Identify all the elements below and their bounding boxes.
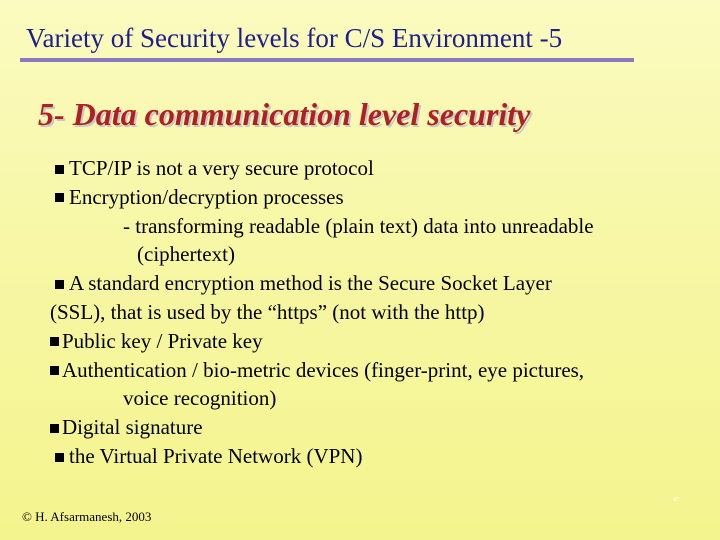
slide-title: Variety of Security levels for C/S Environment -5 — [26, 23, 563, 53]
square-bullet-icon — [50, 424, 59, 433]
bullet-item — [50, 327, 670, 356]
bullet-text: Authentication / bio-metric devices (finger-print, eye pictures, — [62, 357, 585, 382]
bullet-item — [50, 413, 670, 442]
square-bullet-icon — [55, 193, 64, 202]
slide-subtitle: 5- Data communication level security — [38, 96, 531, 132]
bullet-item — [50, 269, 670, 298]
sub-item-text: - transforming readable (plain text) data into unreadable — [123, 213, 594, 238]
sub-item — [50, 212, 670, 241]
page-number: 47 — [673, 497, 679, 503]
bullet-text: TCP/IP is not a very secure protocol — [69, 156, 374, 180]
square-bullet-icon — [55, 165, 64, 174]
bullet-list — [50, 154, 670, 471]
bullet-continuation — [50, 298, 670, 327]
bullet-item — [50, 442, 670, 471]
bullet-text: Public key / Private key — [62, 328, 263, 353]
bullet-continuation — [50, 384, 670, 413]
square-bullet-icon — [55, 453, 64, 462]
bullet-text: the Virtual Private Network (VPN) — [69, 443, 363, 468]
bullet-text: Encryption/decryption processes — [69, 184, 344, 209]
bullet-item — [50, 356, 670, 385]
square-bullet-icon — [50, 366, 59, 375]
square-bullet-icon — [50, 337, 59, 346]
title-underline — [20, 58, 634, 62]
bullet-text: voice recognition) — [123, 386, 277, 411]
bullet-text: (SSL), that is used by the “https” (not with the http) — [50, 299, 485, 324]
bullet-item — [50, 183, 670, 212]
bullet-text: Digital signature — [62, 415, 203, 440]
sub-item-continuation — [50, 240, 670, 269]
copyright-footer: © H. Afsarmanesh, 2003 — [22, 509, 152, 524]
bullet-text: A standard encryption method is the Secure Socket Layer — [69, 271, 552, 296]
square-bullet-icon — [55, 280, 64, 289]
bullet-item — [50, 154, 670, 183]
sub-item-text: (ciphertext) — [137, 242, 235, 267]
